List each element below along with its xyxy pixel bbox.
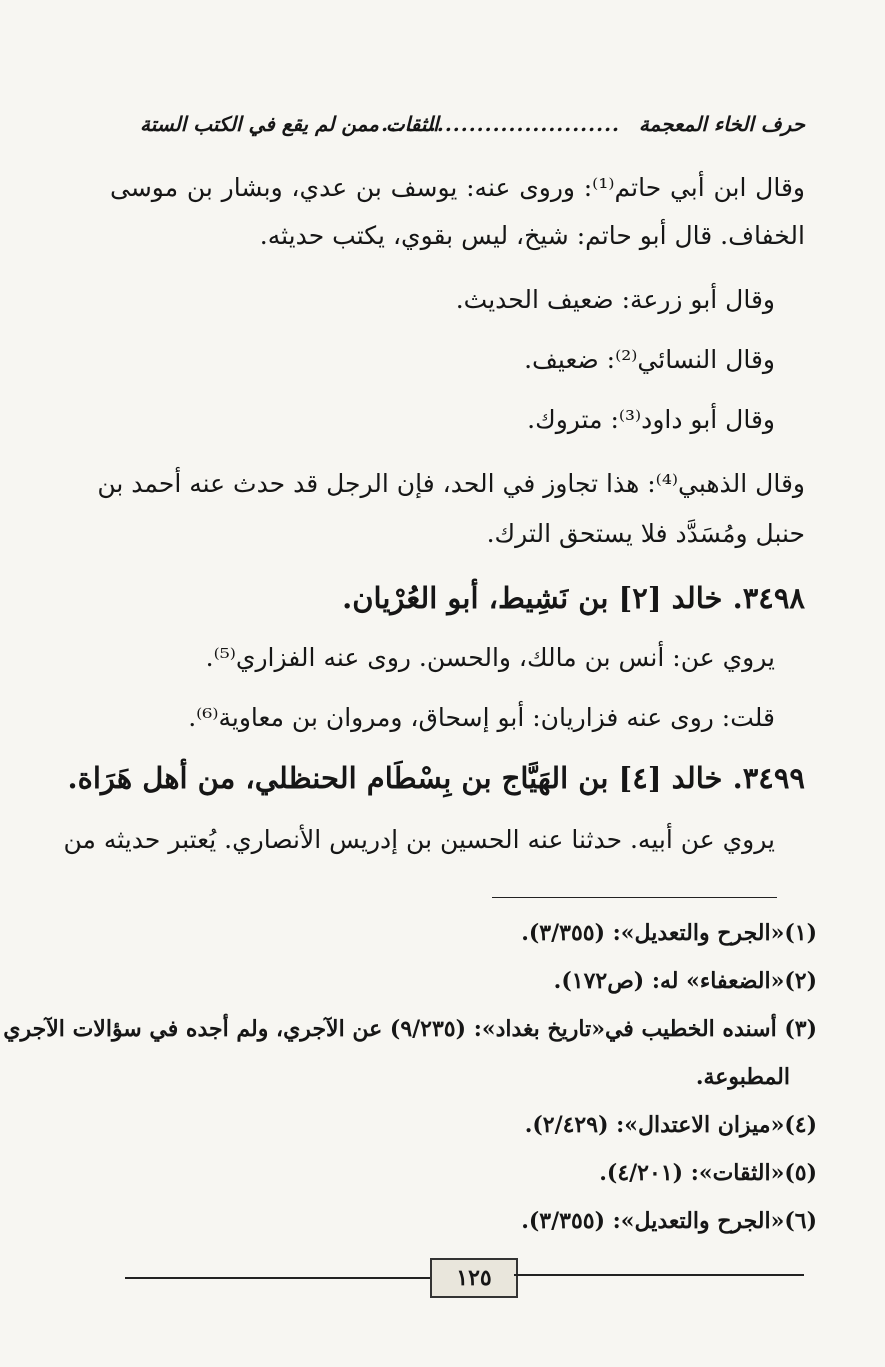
- paragraph-line: وقال النسائي⁽²⁾: ضعيف.: [524, 345, 775, 374]
- footnote-continuation: المطبوعة.: [695, 1064, 790, 1090]
- page-number: ١٢٥: [430, 1258, 518, 1298]
- running-header: [140, 108, 805, 144]
- chapter-title: حرف الخاء المعجمة: [638, 112, 805, 136]
- footnote: (٥)«الثقات»: (٤/٢٠١).: [599, 1160, 817, 1186]
- footer-rule-left: [125, 1277, 430, 1279]
- paragraph-line: وقال أبو داود⁽³⁾: متروك.: [527, 405, 775, 434]
- paragraph-line: وقال الذهبي⁽⁴⁾: هذا تجاوز في الحد، فإن الرجل قد حدث عنه أحمد بن: [97, 469, 805, 498]
- entry-heading: ٣٤٩٨. خالد [٢] بن نَشِيط، أبو العُرْيان.: [342, 581, 805, 615]
- footer-rule-right: [514, 1274, 804, 1276]
- footnote: (١)«الجرح والتعديل»: (٣/٣٥٥).: [521, 920, 817, 946]
- book-title: الثقات ممن لم يقع في الكتب الستة: [140, 112, 439, 136]
- footnote: (٣) أسنده الخطيب في«تاريخ بغداد»: (٩/٢٣٥) عن الآجري، ولم أجده في سؤالات الآجري: [3, 1016, 817, 1042]
- entry-line: قلت: روى عنه فزاريان: أبو إسحاق، ومروان بن معاوية⁽⁶⁾.: [188, 703, 775, 732]
- header-leader-dots: ..............................: [381, 112, 620, 136]
- paragraph-line: وقال أبو زرعة: ضعيف الحديث.: [455, 285, 775, 314]
- footnote: (٢)«الضعفاء» له: (ص١٧٢).: [553, 968, 817, 994]
- footnote: (٤)«ميزان الاعتدال»: (٢/٤٢٩).: [524, 1112, 817, 1138]
- entry-line: يروي عن: أنس بن مالك، والحسن. روى عنه الفزاري⁽⁵⁾.: [205, 643, 775, 672]
- paragraph-line: وقال ابن أبي حاتم⁽¹⁾: وروى عنه: يوسف بن عدي، وبشار بن موسى: [110, 173, 805, 202]
- paragraph-line: حنبل ومُسَدَّد فلا يستحق الترك.: [486, 519, 805, 548]
- footnote: (٦)«الجرح والتعديل»: (٣/٣٥٥).: [521, 1208, 817, 1234]
- paragraph-line: الخفاف. قال أبو حاتم: شيخ، ليس بقوي، يكتب حديثه.: [259, 221, 805, 250]
- entry-line: يروي عن أبيه. حدثنا عنه الحسين بن إدريس الأنصاري. يُعتبر حديثه من: [63, 825, 775, 854]
- footnote-separator: [492, 897, 777, 898]
- entry-heading: ٣٤٩٩. خالد [٤] بن الهَيَّاج بن بِسْطَام الحنظلي، من أهل هَرَاة.: [67, 761, 805, 795]
